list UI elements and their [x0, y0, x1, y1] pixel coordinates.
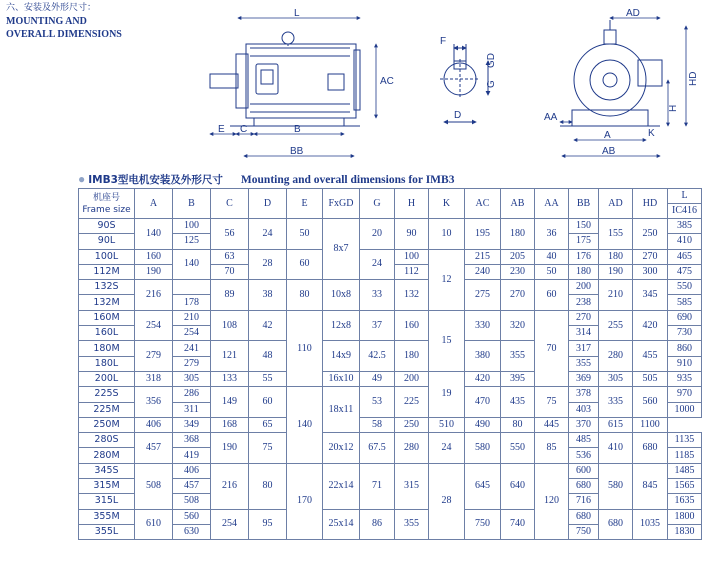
cell-AB: 230: [501, 264, 535, 279]
cell-BB: 238: [569, 295, 599, 310]
cell-D: 75: [249, 433, 287, 464]
section-title-cn: IMB3型电机安装及外形尺寸: [88, 174, 223, 186]
cell-AD: 580: [599, 463, 633, 509]
side-view-dimensions: [210, 18, 376, 156]
cell-L: 1100: [633, 417, 668, 432]
cell-AB: 435: [501, 387, 535, 418]
header-L-sub: IC416: [668, 204, 702, 219]
cell-AD: 370: [569, 417, 599, 432]
cell-H: 250: [395, 417, 429, 432]
cell-H: 90: [395, 219, 429, 250]
header-frame: 机座号 Frame size: [79, 189, 135, 219]
label-AB: AB: [602, 146, 616, 157]
cell-BB: 150: [569, 219, 599, 234]
cell-K: 19: [429, 371, 465, 417]
cell-B: 349: [173, 417, 211, 432]
cell-C: 108: [211, 310, 249, 341]
cell-AB: 270: [501, 280, 535, 311]
frame-cell: 180L: [79, 356, 135, 371]
cell-HD: 845: [633, 463, 668, 509]
cell-BB: 485: [569, 433, 599, 448]
cell-HD: 505: [633, 371, 668, 386]
cell-L: 550: [668, 280, 702, 295]
frame-cell: 132S: [79, 280, 135, 295]
table-row: [79, 310, 702, 325]
cell-G: 58: [360, 417, 395, 432]
cell-HD: 680: [633, 433, 668, 464]
cell-AC: 215: [465, 249, 501, 264]
cell-BB: 750: [569, 524, 599, 539]
cell-H: 100: [395, 249, 429, 264]
cell-AA: 50: [535, 264, 569, 279]
cell-FxGD: 20x12: [323, 433, 360, 464]
cell-C: 70: [211, 264, 249, 279]
label-A: A: [604, 130, 611, 141]
cell-D: 65: [249, 417, 287, 432]
table-row: [79, 387, 702, 402]
frame-cell: 250M: [79, 417, 135, 432]
table-row: [79, 341, 702, 356]
cell-HD: 345: [633, 280, 668, 311]
cell-AB: 180: [501, 219, 535, 250]
cell-C: 254: [211, 509, 249, 540]
cell-B: 286: [173, 387, 211, 402]
cell-AD: 255: [599, 310, 633, 341]
cell-AC: 750: [465, 509, 501, 540]
cell-A: 318: [135, 371, 173, 386]
frame-cell: 90L: [79, 234, 135, 249]
cell-A: 508: [135, 463, 173, 509]
dimension-drawings: [190, 4, 724, 164]
cell-E: 50: [287, 219, 323, 250]
cell-L: 1485: [668, 463, 702, 478]
cell-L: 585: [668, 295, 702, 310]
frame-cell: 315L: [79, 494, 135, 509]
header-cell: HD: [633, 189, 668, 219]
cell-B: [173, 280, 211, 295]
cell-A: 356: [135, 387, 173, 418]
cell-BB: 355: [569, 356, 599, 371]
cell-AC: 470: [465, 387, 501, 418]
cell-HD: 270: [633, 249, 668, 264]
cell-BB: 445: [535, 417, 569, 432]
cell-AB: 205: [501, 249, 535, 264]
cell-H: 200: [395, 371, 429, 386]
cell-B: 178: [173, 295, 211, 310]
cell-C: 121: [211, 341, 249, 372]
cell-AA: 75: [535, 387, 569, 418]
cell-A: 216: [135, 280, 173, 311]
cell-B: 406: [173, 463, 211, 478]
header-cell: FxGD: [323, 189, 360, 219]
cell-AA: 85: [535, 433, 569, 464]
frame-cell: 355M: [79, 509, 135, 524]
cell-B: 140: [173, 249, 211, 280]
dimensions-table: [78, 188, 702, 540]
table-row: [79, 509, 702, 524]
cell-A: 254: [135, 310, 173, 341]
heading-en-line2: OVERALL DIMENSIONS: [6, 29, 122, 40]
cell-L: 1185: [668, 448, 702, 463]
cell-BB: 680: [569, 479, 599, 494]
table-row: [79, 280, 702, 295]
cell-HD: 615: [599, 417, 633, 432]
cell-AB: 320: [501, 310, 535, 341]
cell-AC: 380: [465, 341, 501, 372]
cell-AD: 680: [599, 509, 633, 540]
cell-A: 279: [135, 341, 173, 372]
cell-E: 80: [287, 280, 323, 311]
cell-H: 180: [395, 341, 429, 372]
cell-BB: 369: [569, 371, 599, 386]
cell-B: 457: [173, 479, 211, 494]
cell-B: 254: [173, 326, 211, 341]
cell-AC: 420: [465, 371, 501, 386]
cell-L: 935: [668, 371, 702, 386]
cell-A: 406: [135, 417, 173, 432]
cell-H: 280: [395, 433, 429, 464]
cell-A: 140: [135, 219, 173, 250]
cell-HD: 1035: [633, 509, 668, 540]
cell-G: 24: [360, 249, 395, 280]
label-D: D: [454, 110, 462, 121]
cell-C: 216: [211, 463, 249, 509]
page-heading: [6, 2, 122, 41]
label-BB: BB: [290, 146, 304, 157]
frame-cell: 225S: [79, 387, 135, 402]
cell-H: 355: [395, 509, 429, 540]
cell-AB: 640: [501, 463, 535, 509]
cell-L: 475: [668, 264, 702, 279]
cell-AB: 550: [501, 433, 535, 464]
cell-A: 190: [135, 264, 173, 279]
cell-C: 89: [211, 280, 249, 311]
frame-cell: 280S: [79, 433, 135, 448]
cell-A: 610: [135, 509, 173, 540]
label-AC: AC: [380, 76, 394, 87]
cell-FxGD: 22x14: [323, 463, 360, 509]
cell-BB: 180: [569, 264, 599, 279]
cell-D: 95: [249, 509, 287, 540]
cell-C: 149: [211, 387, 249, 418]
frame-cell: 112M: [79, 264, 135, 279]
frame-cell: 132M: [79, 295, 135, 310]
cell-AC: 240: [465, 264, 501, 279]
cell-C: 168: [211, 417, 249, 432]
frame-cell: 90S: [79, 219, 135, 234]
cell-L: 730: [668, 326, 702, 341]
cell-G: 37: [360, 310, 395, 341]
cell-D: 42: [249, 310, 287, 341]
table-row: [79, 433, 702, 448]
label-GD: GD: [486, 53, 497, 68]
front-view: [560, 20, 662, 126]
header-cell: K: [429, 189, 465, 219]
cell-L: 465: [668, 249, 702, 264]
cell-B: 100: [173, 219, 211, 234]
cell-AD: 155: [599, 219, 633, 250]
cell-HD: 250: [633, 219, 668, 250]
cell-AB: 740: [501, 509, 535, 540]
cell-K: 10: [429, 219, 465, 250]
cell-L: 860: [668, 341, 702, 356]
cell-B: 305: [173, 371, 211, 386]
bullet-icon: ●: [78, 172, 86, 186]
label-C: C: [240, 124, 248, 135]
cell-BB: 270: [569, 310, 599, 325]
header-cell: G: [360, 189, 395, 219]
cell-A: 160: [135, 249, 173, 264]
table-row: [79, 249, 702, 264]
cell-AD: 190: [599, 264, 633, 279]
cell-C: 190: [211, 433, 249, 464]
cell-BB: 600: [569, 463, 599, 478]
cell-AD: 410: [599, 433, 633, 464]
cell-L: 1830: [668, 524, 702, 539]
cell-E: 60: [287, 249, 323, 280]
table-header-row: [79, 189, 702, 204]
header-L: L: [668, 189, 702, 204]
cell-D: 38: [249, 280, 287, 311]
cell-FxGD: 12x8: [323, 310, 360, 341]
header-cell: D: [249, 189, 287, 219]
cell-AA: 40: [535, 249, 569, 264]
cell-L: 1135: [668, 433, 702, 448]
cell-K: 15: [429, 310, 465, 371]
label-K: K: [648, 128, 655, 139]
label-E: E: [218, 124, 225, 135]
cell-B: 419: [173, 448, 211, 463]
cell-B: 508: [173, 494, 211, 509]
cell-FxGD: 14x9: [323, 341, 360, 372]
cell-H: 160: [395, 310, 429, 341]
cell-FxGD: 8x7: [323, 219, 360, 280]
cell-AD: 280: [599, 341, 633, 372]
cell-A: 457: [135, 433, 173, 464]
cell-L: 385: [668, 219, 702, 234]
cell-BB: 175: [569, 234, 599, 249]
cell-H: 132: [395, 280, 429, 311]
cell-L: 970: [668, 387, 702, 402]
heading-en-line1: MOUNTING AND: [6, 16, 87, 27]
cell-AC: 275: [465, 280, 501, 311]
cell-AA: 36: [535, 219, 569, 250]
cell-BB: 536: [569, 448, 599, 463]
frame-cell: 180M: [79, 341, 135, 356]
cell-B: 560: [173, 509, 211, 524]
cell-AD: 210: [599, 280, 633, 311]
cell-B: 241: [173, 341, 211, 356]
cell-AB: 355: [501, 341, 535, 372]
cell-BB: 680: [569, 509, 599, 524]
frame-cell: 225M: [79, 402, 135, 417]
header-cell: C: [211, 189, 249, 219]
cell-AD: 335: [599, 387, 633, 418]
cell-E: 140: [287, 387, 323, 463]
cell-D: 60: [249, 387, 287, 418]
frame-cell: 100L: [79, 249, 135, 264]
cell-AB: 395: [501, 371, 535, 386]
label-F: F: [440, 36, 447, 47]
cell-G: 71: [360, 463, 395, 509]
cell-G: 42.5: [360, 341, 395, 372]
cell-G: 53: [360, 387, 395, 418]
cell-L: 1565: [668, 479, 702, 494]
cell-G: 20: [360, 219, 395, 250]
header-cell: AC: [465, 189, 501, 219]
cell-C: 56: [211, 219, 249, 250]
cell-FxGD: 18x11: [323, 387, 360, 433]
cell-BB: 403: [569, 402, 599, 417]
table-row: [79, 417, 702, 432]
cell-FxGD: 16x10: [323, 371, 360, 386]
cell-B: 125: [173, 234, 211, 249]
cell-HD: 455: [633, 341, 668, 372]
cell-D: 24: [249, 219, 287, 250]
cell-BB: 314: [569, 326, 599, 341]
cell-AA: 80: [501, 417, 535, 432]
cell-B: 279: [173, 356, 211, 371]
cell-AC: 580: [465, 433, 501, 464]
label-AA: AA: [544, 112, 558, 123]
cell-AB: 490: [465, 417, 501, 432]
side-view: [210, 32, 360, 126]
cell-AD: 305: [599, 371, 633, 386]
label-B: B: [294, 124, 301, 135]
cell-L: 1000: [668, 402, 702, 417]
cell-K: 24: [429, 433, 465, 464]
label-L: L: [294, 8, 300, 19]
front-view-dimensions: [560, 18, 686, 156]
cell-G: 86: [360, 509, 395, 540]
header-cell: AB: [501, 189, 535, 219]
cell-AC: 195: [465, 219, 501, 250]
header-cell: BB: [569, 189, 599, 219]
label-HD: HD: [688, 71, 699, 86]
cell-BB: 200: [569, 280, 599, 295]
cell-L: 1800: [668, 509, 702, 524]
header-cell: A: [135, 189, 173, 219]
cell-AD: 180: [599, 249, 633, 264]
cell-AC: 330: [465, 310, 501, 341]
cell-C: 133: [211, 371, 249, 386]
table-row: [79, 219, 702, 234]
cell-B: 210: [173, 310, 211, 325]
cell-L: 690: [668, 310, 702, 325]
frame-cell: 280M: [79, 448, 135, 463]
cell-D: 55: [249, 371, 287, 386]
cell-BB: 716: [569, 494, 599, 509]
cell-H: 112: [395, 264, 429, 279]
table-row: [79, 371, 702, 386]
cell-BB: 378: [569, 387, 599, 402]
cell-L: 910: [668, 356, 702, 371]
label-G: G: [486, 80, 497, 88]
cell-B: 368: [173, 433, 211, 448]
header-cell: B: [173, 189, 211, 219]
cell-AC: 510: [429, 417, 465, 432]
cell-HD: 420: [633, 310, 668, 341]
shaft-section-view: [440, 44, 488, 122]
cell-K: 28: [429, 463, 465, 539]
cell-FxGD: 25x14: [323, 509, 360, 540]
cell-AA: 60: [535, 280, 569, 311]
motor-drawings-svg: [190, 4, 724, 164]
cell-B: 311: [173, 402, 211, 417]
heading-cn: 六、安装及外形尺寸：: [6, 3, 97, 13]
cell-H: 225: [395, 387, 429, 418]
frame-cell: 160M: [79, 310, 135, 325]
header-cell: AD: [599, 189, 633, 219]
cell-BB: 317: [569, 341, 599, 356]
cell-HD: 300: [633, 264, 668, 279]
frame-cell: 160L: [79, 326, 135, 341]
header-cell: H: [395, 189, 429, 219]
frame-cell: 315M: [79, 479, 135, 494]
frame-cell: 345S: [79, 463, 135, 478]
cell-K: 12: [429, 249, 465, 310]
cell-FxGD: 10x8: [323, 280, 360, 311]
cell-D: 28: [249, 249, 287, 280]
cell-D: 48: [249, 341, 287, 372]
header-cell: AA: [535, 189, 569, 219]
cell-AC: 645: [465, 463, 501, 509]
cell-AA: 120: [535, 463, 569, 539]
table-row: [79, 463, 702, 478]
label-AD: AD: [626, 8, 640, 19]
cell-AA: 70: [535, 310, 569, 386]
cell-G: 67.5: [360, 433, 395, 464]
label-H: H: [668, 104, 679, 112]
frame-cell: 200L: [79, 371, 135, 386]
cell-B: 630: [173, 524, 211, 539]
frame-cell: 355L: [79, 524, 135, 539]
cell-D: 80: [249, 463, 287, 509]
cell-H: 315: [395, 463, 429, 509]
header-cell: E: [287, 189, 323, 219]
cell-C: 63: [211, 249, 249, 264]
cell-E: 110: [287, 310, 323, 386]
cell-L: 410: [668, 234, 702, 249]
section-title-en: Mounting and overall dimensions for IMB3: [240, 174, 455, 186]
cell-E: 170: [287, 463, 323, 539]
cell-BB: 176: [569, 249, 599, 264]
section-title: [78, 172, 454, 187]
cell-G: 49: [360, 371, 395, 386]
cell-G: 33: [360, 280, 395, 311]
cell-HD: 560: [633, 387, 668, 418]
cell-L: 1635: [668, 494, 702, 509]
